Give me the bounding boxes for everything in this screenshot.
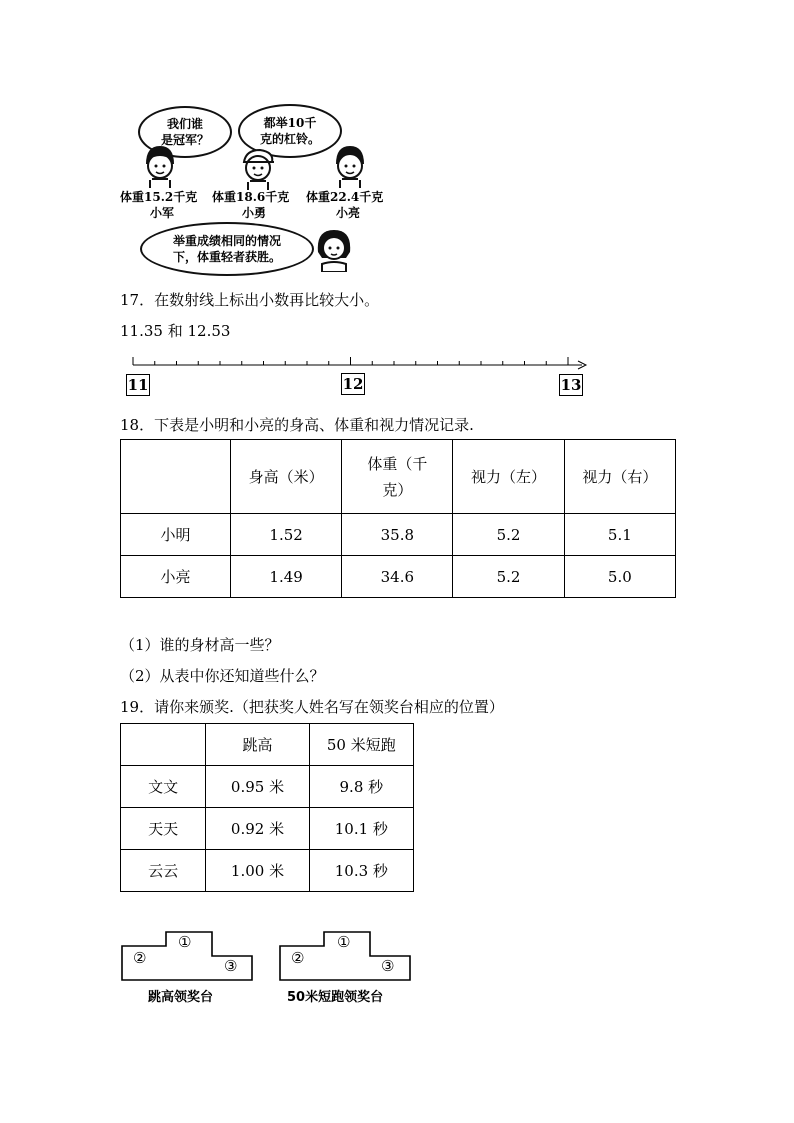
table-header: 跳高 xyxy=(206,724,309,766)
rule-line2: 下，体重轻者获胜。 xyxy=(172,250,281,264)
table-cell: 小明 xyxy=(121,514,231,556)
ray-ticks xyxy=(133,357,568,365)
boy-xiaoyong-icon xyxy=(238,146,278,190)
table-cell: 云云 xyxy=(121,850,206,892)
podium-1-second: ② xyxy=(133,949,147,967)
table-cell: 天天 xyxy=(121,808,206,850)
q18-table xyxy=(120,439,676,598)
kid-3-name: 小亮 xyxy=(336,206,361,220)
kid-1-name: 小军 xyxy=(150,206,175,220)
ray-label-13: 13 xyxy=(560,376,582,394)
podium-2-first: ① xyxy=(337,933,351,951)
table-cell: 1.49 xyxy=(230,556,341,598)
weightlifting-illustration xyxy=(118,100,398,280)
table-cell: 0.92 米 xyxy=(206,808,309,850)
ray-label-11-box xyxy=(126,374,150,396)
q18-sub1: （1）谁的身材高一些？ xyxy=(120,636,280,654)
table-cell: 0.95 米 xyxy=(206,766,309,808)
boy-xiaoliang-icon xyxy=(330,144,370,188)
girl-teacher-icon xyxy=(314,228,354,272)
table-row xyxy=(121,556,676,598)
q19-title: 19．请你来颁奖.（把获奖人姓名写在领奖台相应的位置） xyxy=(120,698,504,716)
podium-1-third: ③ xyxy=(224,957,238,975)
q19-table xyxy=(120,723,414,892)
kid-1-weight: 体重15.2千克 xyxy=(120,190,198,204)
q18-sub2: （2）从表中你还知道些什么？ xyxy=(120,667,325,685)
ray-label-12-box xyxy=(341,373,365,395)
podium-2-third: ③ xyxy=(381,957,395,975)
ray-label-11: 11 xyxy=(127,376,149,394)
table-cell: 34.6 xyxy=(342,556,453,598)
podium-2-label: 50米短跑领奖台 xyxy=(287,990,384,1005)
ray-label-12: 12 xyxy=(342,375,364,393)
table-cell: 5.2 xyxy=(453,556,564,598)
ray-label-13-box xyxy=(559,374,583,396)
table-cell: 35.8 xyxy=(342,514,453,556)
table-cell xyxy=(121,724,206,766)
boy-xiaojun-icon xyxy=(140,144,180,188)
rule-bubble xyxy=(140,222,314,276)
rule-line1: 举重成绩相同的情况 xyxy=(172,234,281,248)
table-cell: 1.52 xyxy=(230,514,341,556)
q18-title: 18．下表是小明和小亮的身高、体重和视力情况记录. xyxy=(120,416,474,434)
table-cell: 10.1 秒 xyxy=(309,808,413,850)
table-header: 视力（左） xyxy=(453,440,564,514)
weight-header-line2: 克） xyxy=(382,480,413,499)
table-cell: 10.3 秒 xyxy=(309,850,413,892)
bubble-1-line2: 是冠军？ xyxy=(160,133,209,147)
table-cell: 1.00 米 xyxy=(206,850,309,892)
kid-2-name: 小勇 xyxy=(242,206,267,220)
table-header: 身高（米） xyxy=(230,440,341,514)
table-header: 视力（右） xyxy=(564,440,675,514)
kid-3-weight: 体重22.4千克 xyxy=(306,190,384,204)
table-cell: 5.1 xyxy=(564,514,675,556)
table-header: 50 米短跑 xyxy=(309,724,413,766)
q17-numbers: 11.35 和 12.53 xyxy=(120,322,231,340)
table-row xyxy=(121,766,414,808)
bubble-1-line1: 我们谁 xyxy=(166,117,203,131)
table-cell: 文文 xyxy=(121,766,206,808)
table-row xyxy=(121,808,414,850)
table-cell xyxy=(121,440,231,514)
table-row xyxy=(121,850,414,892)
kid-2-weight: 体重18.6千克 xyxy=(212,190,290,204)
table-row xyxy=(121,440,676,514)
q17-title: 17．在数射线上标出小数再比较大小。 xyxy=(120,291,380,309)
podium-1-first: ① xyxy=(178,933,192,951)
bubble-2-line1: 都举10千 xyxy=(263,116,317,130)
table-cell: 5.2 xyxy=(453,514,564,556)
table-cell: 5.0 xyxy=(564,556,675,598)
podium-1-label: 跳高领奖台 xyxy=(148,990,214,1005)
table-row xyxy=(121,724,414,766)
weight-header-line1: 体重（千 xyxy=(367,454,428,473)
table-row xyxy=(121,514,676,556)
podium-2-second: ② xyxy=(291,949,305,967)
table-header xyxy=(342,440,453,514)
bubble-2-line2: 克的杠铃。 xyxy=(259,132,320,146)
table-cell: 小亮 xyxy=(121,556,231,598)
table-cell: 9.8 秒 xyxy=(309,766,413,808)
